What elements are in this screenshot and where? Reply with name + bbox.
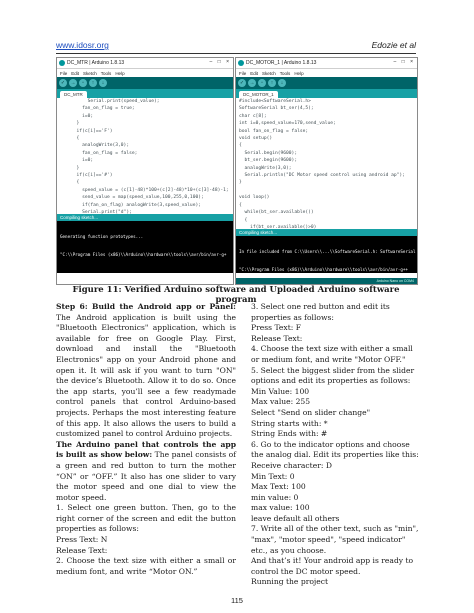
code-line: i=0; <box>71 158 94 164</box>
board-port-footer: Arduino Nano on COM4 <box>236 278 417 284</box>
open-icon[interactable]: ↑ <box>268 79 276 87</box>
instruction-line: Select "Send on slider change" <box>251 407 371 417</box>
menu-tools[interactable]: Tools <box>279 70 291 76</box>
code-line: i=0; <box>71 113 94 119</box>
code-line: while(bt_ser.available()) <box>239 210 314 216</box>
code-line: { <box>239 202 242 208</box>
instruction-line: Press Text: F <box>251 323 301 333</box>
instruction-line: Release Text: <box>56 545 108 555</box>
instruction-line: min value: 0 <box>251 492 299 502</box>
code-line: analogWrite(3,0); <box>239 165 292 171</box>
right-text-column <box>251 302 419 588</box>
code-editor[interactable] <box>57 98 233 214</box>
code-line: if(c[i]=='#') <box>71 173 113 179</box>
output-console <box>57 221 233 273</box>
menu-edit[interactable]: Edit <box>71 70 80 76</box>
compile-status: Compiling sketch... <box>57 214 233 221</box>
instruction-line: Receive character: D <box>251 460 332 470</box>
menu-edit[interactable]: Edit <box>250 70 259 76</box>
panel-heading: The Arduino panel that controls the app is built as show below: <box>56 439 236 460</box>
upload-icon[interactable]: → <box>249 79 255 86</box>
instruction-line: 4. Choose the text size with either a small or medium font, and write "Motor OFF." <box>251 344 413 364</box>
code-line: } <box>71 165 80 171</box>
window-titlebar <box>57 58 233 69</box>
instruction-line: Min Value: 100 <box>251 386 310 396</box>
panel-body: The panel consists of a green and red button to turn the mother “ON” or “OFF.” It also has one slider to vary the motor speed and one dial to view the motor speed. <box>56 450 237 502</box>
menu-file[interactable]: File <box>239 70 247 76</box>
instruction-line: Min Text: 0 <box>251 471 295 481</box>
instruction-line: 7. Write all of the other text, such as "min", "max", "motor speed", "speed indicator" etc., as you choose. <box>251 524 419 555</box>
left-text-column <box>56 302 236 577</box>
code-line: Serial.print(speed_value); <box>71 99 160 104</box>
code-line: fan_on_flag = false; <box>71 150 138 156</box>
code-line: { <box>71 180 80 186</box>
code-line: #include<SoftwareSerial.h> <box>239 99 311 104</box>
menu-bar <box>236 69 417 77</box>
code-line: { <box>239 143 242 149</box>
upload-icon[interactable]: → <box>70 79 76 86</box>
new-icon[interactable]: ▫ <box>258 79 266 87</box>
instruction-line: 1. Select one green button. Then, go to the right corner of the screen and edit the button properties as follows: <box>56 503 236 534</box>
sketch-tabs <box>236 89 417 98</box>
code-line: void setup() <box>239 136 273 142</box>
code-line: { <box>71 136 80 142</box>
instruction-line: 5. Select the biggest slider from the slider options and edit its properties as follows: <box>251 365 415 386</box>
console-line: "C:\\Program Files (x86)\\Arduino\\hardware\\tools\\avr/bin/avr-g++ <box>239 267 408 272</box>
code-line: int i=0,speed_value=170,send_value; <box>239 121 336 127</box>
menu-file[interactable]: File <box>60 70 68 76</box>
tab-dc-mtr[interactable]: DC_MTR <box>60 91 87 98</box>
menu-help[interactable]: Help <box>115 70 125 76</box>
journal-website-link[interactable]: www.idosr.org <box>56 40 109 50</box>
ide-toolbar <box>57 77 233 89</box>
ide-toolbar <box>236 77 417 89</box>
code-line: { <box>239 217 248 223</box>
arduino-window-dc-mtr <box>56 57 234 285</box>
instruction-line: String Ends with: # <box>251 429 328 439</box>
code-line: Serial.println("DC Motor speed control using android ap"); <box>239 173 405 179</box>
console-line: In file included from C:\\Users\\...\\SoftwareSerial.h: SoftwareSerial <box>239 249 416 254</box>
running-header-authors: Edozie et al <box>371 40 416 50</box>
menu-sketch[interactable]: Sketch <box>83 70 97 76</box>
menu-tools[interactable]: Tools <box>100 70 112 76</box>
new-icon[interactable]: ▫ <box>79 79 87 87</box>
window-controls-icon: – □ × <box>393 59 415 65</box>
code-line: send_value = map(speed_value,100,255,0,100); <box>71 195 204 201</box>
instruction-line: String starts with: * <box>251 418 328 428</box>
arduino-window-dc-motor-1 <box>235 57 418 285</box>
compile-status: Compiling sketch... <box>236 229 417 236</box>
instruction-line: Press Text: N <box>56 535 108 545</box>
menu-help[interactable]: Help <box>294 70 304 76</box>
verify-icon[interactable]: ✓ <box>60 79 66 86</box>
page-number: 115 <box>231 596 243 605</box>
tab-dc-motor-1[interactable]: DC_MOTOR_1 <box>239 91 278 98</box>
open-icon[interactable]: ↑ <box>89 79 97 87</box>
code-line: if(c[i]=='F') <box>71 128 113 134</box>
save-icon[interactable]: ↓ <box>278 79 286 87</box>
code-line: if(fan_on_flag) analogWrite(3,speed_value); <box>71 202 201 208</box>
code-line: analogWrite(3,0); <box>71 143 130 149</box>
step-6-body: The Android application is built using the "Bluetooth Electronics" application, which is available for free on Google Play. First, download and install the "Bluetooth Electronics" app on your Android phone and open it. It will ask if you want to turn "ON" the device’s Bluetooth. Allow it to do so. Once the app starts, you’ll see a few readymade control panels that control Arduino-based projects. Perhaps the most interesting feature of this app. It also allows the users to build a customized panel to control Arduino projects. <box>56 312 236 439</box>
arduino-app-icon <box>59 60 65 66</box>
window-controls-icon: – □ × <box>209 59 231 65</box>
verify-icon[interactable]: ✓ <box>239 79 245 86</box>
code-line: } <box>71 121 80 127</box>
menu-bar <box>57 69 233 77</box>
figure-11-screenshots <box>56 57 416 283</box>
console-line: Generating function prototypes... <box>60 234 144 239</box>
menu-sketch[interactable]: Sketch <box>262 70 276 76</box>
code-line: SoftwareSerial bt_ser(4,5); <box>239 106 314 112</box>
arduino-app-icon <box>238 60 244 66</box>
code-editor[interactable] <box>236 98 417 229</box>
console-line: "C:\\Program Files (x86)\\Arduino\\hardware\\tools\\avr/bin/avr-g+ <box>60 252 227 257</box>
code-line: } <box>239 180 242 186</box>
window-titlebar <box>236 58 417 69</box>
step-6-heading: Step 6: Build the Android app or Panel: <box>56 302 236 311</box>
instruction-line: Max value: 255 <box>251 397 311 407</box>
instruction-line: 2. Choose the text size with either a small or medium font, and write “Motor ON.” <box>56 556 236 576</box>
code-line: bt_ser.begin(9600); <box>239 158 298 164</box>
instruction-line: 3. Select one red button and edit its properties as follows: <box>251 302 390 322</box>
code-line: if(bt_ser.available()>0) <box>239 224 317 229</box>
instruction-line: max value: 100 <box>251 503 310 513</box>
sketch-tabs <box>57 89 233 98</box>
instruction-line: Release Text: <box>251 333 303 343</box>
save-icon[interactable]: ↓ <box>99 79 107 87</box>
instruction-line: Running the project <box>251 577 329 587</box>
code-line: Serial.print("d"); <box>71 210 132 214</box>
header-divider <box>56 53 416 54</box>
code-line: void loop() <box>239 195 270 201</box>
instruction-line: And that’s it! Your android app is ready to control the DC motor speed. <box>251 556 414 576</box>
code-line: char c[8]; <box>239 113 267 119</box>
paragraph-panel <box>56 440 236 504</box>
code-line: Serial.begin(9600); <box>239 150 298 156</box>
code-line <box>239 187 414 194</box>
instruction-line: leave default all others <box>251 513 340 523</box>
figure-caption: Figure 11: Verified Arduino software and Uploaded Arduino software program <box>72 285 400 305</box>
instruction-line: 6. Go to the indicator options and choose the analog dial. Edit its properties like this: <box>251 439 419 460</box>
code-line: speed_value = (c[1]-48)*100+(c[2]-48)*10+(c[3]-48)-1; <box>71 187 229 193</box>
output-console <box>236 236 417 273</box>
window-title: DC_MOTOR_1 | Arduino 1.8.13 <box>246 60 317 66</box>
paragraph-step-6 <box>56 302 236 440</box>
instruction-line: Max Text: 100 <box>251 482 306 492</box>
code-line: fan_on_flag = true; <box>71 106 135 112</box>
code-line: bool fan_on_flag = false; <box>239 128 309 134</box>
window-title: DC_MTR | Arduino 1.8.13 <box>67 60 125 66</box>
